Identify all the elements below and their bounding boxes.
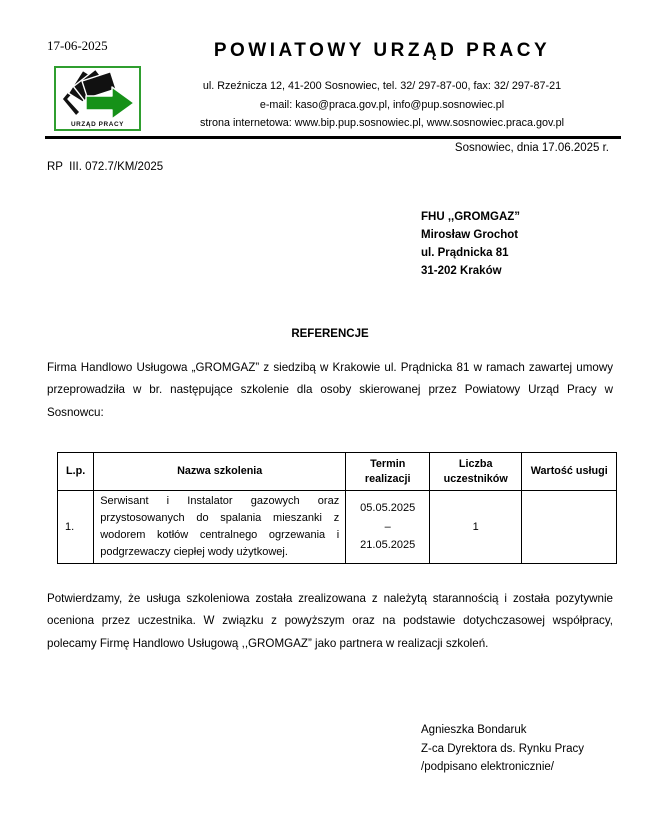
- website-line: strona internetowa: www.bip.pup.sosnowiec.pl, www.sosnowiec.praca.gov.pl: [199, 117, 565, 129]
- pup-logo: [54, 66, 141, 131]
- training-table: [57, 452, 617, 564]
- col-header-training-name: Nazwa szkolenia: [94, 453, 346, 491]
- table-row: [58, 491, 617, 564]
- email-line: e-mail: kaso@praca.gov.pl, info@pup.sosnowiec.pl: [259, 98, 505, 111]
- col-header-participants: Liczba uczestników: [430, 453, 522, 491]
- cell-value: [522, 491, 617, 564]
- document-title: REFERENCJE: [291, 328, 369, 340]
- address-line: ul. Rzeźnicza 12, 41-200 Sosnowiec, tel. 32/ 297-87-00, fax: 32/ 297-87-21: [202, 80, 562, 92]
- recipient-company: FHU ,,GROMGAZ”: [421, 211, 521, 223]
- col-header-lp: L.p.: [58, 453, 94, 491]
- recipient-name: Mirosław Grochot: [421, 229, 519, 241]
- recipient-street: ul. Prądnicka 81: [421, 247, 509, 259]
- term-start: 05.05.2025: [360, 502, 416, 515]
- letterhead: [152, 40, 612, 133]
- cell-lp: 1.: [58, 491, 94, 564]
- pup-logo-arrows-icon: [54, 66, 141, 131]
- recipient-block: [421, 208, 520, 280]
- cell-term: [346, 491, 430, 564]
- col-header-term: Termin realizacji: [346, 453, 430, 491]
- col-header-value: Wartość usługi: [522, 453, 617, 491]
- signature-block: [421, 721, 584, 777]
- term-separator: –: [384, 520, 391, 533]
- cell-training-name: Serwisant i Instalator gazowych oraz przystosowanych do spalania mieszanki z wodorem kotłów centralnego ogrzewania i podgrzewaczy ciepłej wody użytkowej.: [94, 491, 346, 564]
- signature-note: /podpisano elektronicznie/: [421, 761, 554, 773]
- header-divider: [45, 136, 621, 139]
- logo-caption: URZĄD PRACY: [70, 121, 125, 128]
- cell-participants: 1: [430, 491, 522, 564]
- place-date: Sosnowiec, dnia 17.06.2025 r.: [454, 142, 609, 154]
- print-date: 17-06-2025: [47, 38, 108, 53]
- intro-paragraph: Firma Handlowo Usługowa „GROMGAZ” z siedzibą w Krakowie ul. Prądnicka 81 w ramach zawartej umowy przeprowadziła w br. następujące szkolenie dla osoby skierowanej przez Powiatowy Urząd Pracy w Sosnowcu:: [47, 361, 613, 419]
- closing-paragraph: Potwierdzamy, że usługa szkoleniowa została zrealizowana z należytą starannością i została pozytywnie oceniona przez uczestnika. W związku z powyższym oraz na podstawie dotychczasowej współpracy, polecamy Firmę Handlowo Usługową ,,GROMGAZ” jako partnera w realizacji szkoleń.: [47, 592, 613, 650]
- signatory-name: Agnieszka Bondaruk: [421, 724, 527, 736]
- reference-number: RP III. 072.7/KM/2025: [47, 161, 164, 173]
- table-header-row: [58, 453, 617, 491]
- organization-title: POWIATOWY URZĄD PRACY: [213, 40, 551, 61]
- term-end: 21.05.2025: [360, 539, 416, 552]
- recipient-city: 31-202 Kraków: [421, 265, 502, 277]
- signatory-title: Z-ca Dyrektora ds. Rynku Pracy: [421, 742, 584, 755]
